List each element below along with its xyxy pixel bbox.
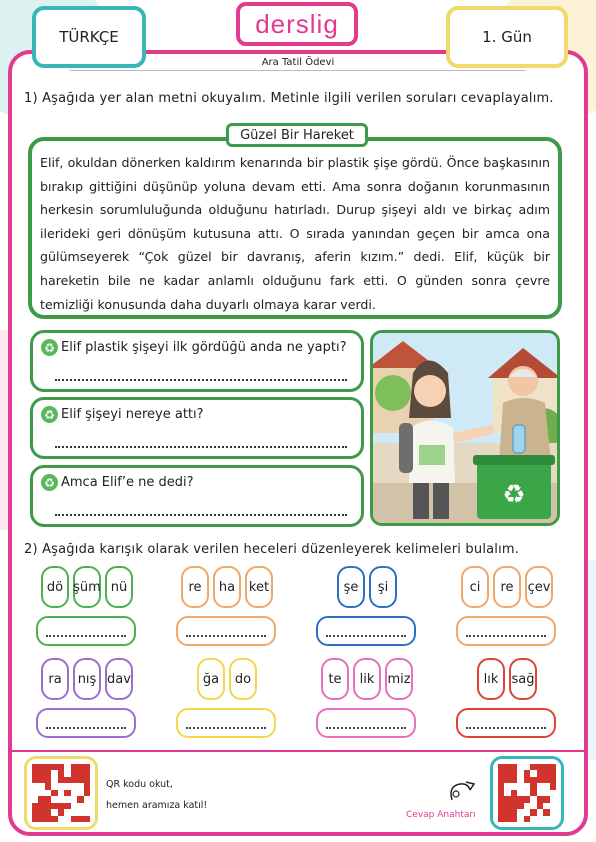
syllable-tile: miz [385, 658, 413, 700]
word-answer-box[interactable] [176, 616, 276, 646]
footer-divider [12, 750, 584, 752]
story-title: Güzel Bir Hareket [226, 123, 368, 147]
syllable-group [41, 658, 133, 700]
syllable-tile: nü [105, 566, 133, 608]
word-answer-box[interactable] [456, 616, 556, 646]
brand-logo: derslig [236, 2, 358, 46]
recycle-icon: ♻ [41, 339, 58, 356]
word-answer-box[interactable] [456, 708, 556, 738]
syllable-tile: ğa [197, 658, 225, 700]
question-text: Amca Elif’e ne dedi? [61, 475, 194, 490]
syllable-tile: sağ [509, 658, 537, 700]
syllable-group [181, 566, 273, 608]
syllable-group [461, 566, 553, 608]
answer-line [326, 727, 406, 729]
qr-code-join[interactable] [24, 756, 98, 830]
word-answer-box[interactable] [36, 616, 136, 646]
syllable-tile: re [493, 566, 521, 608]
syllable-group [337, 566, 397, 608]
recycle-icon: ♻ [41, 406, 58, 423]
story-illustration [370, 330, 560, 526]
syllable-tile: dö [41, 566, 69, 608]
syllable-group [41, 566, 133, 608]
syllable-group [321, 658, 413, 700]
question-text: Elif plastik şişeyi ilk gördüğü anda ne yaptı? [61, 340, 347, 355]
syllable-tile: şi [369, 566, 397, 608]
syllable-tile: do [229, 658, 257, 700]
qr-caption [106, 774, 207, 816]
answer-line [46, 635, 126, 637]
syllable-tile: dav [105, 658, 133, 700]
section2-instruction: 2) Aşağıda karışık olarak verilen heceleri düzenleyerek kelimeleri bulalım. [24, 542, 520, 557]
syllable-tile: ket [245, 566, 273, 608]
syllable-group [477, 658, 537, 700]
recycle-icon: ♻ [41, 474, 58, 491]
subject-label: TÜRKÇE [32, 6, 146, 68]
syllable-tile: lik [353, 658, 381, 700]
story-text: Elif, okuldan dönerken kaldırım kenarında bir plastik şişe gördü. Önce başkasının bırakıp gittiğini düşünüp yoluna devam etti. Ama sonra doğanın korunmasının herkesin sorumluluğunda olduğunu hatırladı. Durup şişeyi aldı ve birkaç adım ilerideki geri dönüşüm kutusuna attı. O sırada yanından geçen bir amca ona gülümseyerek “Çok güzel bir davranış, aferin kızım.” dedi. Elif, küçük bir hareketin bile ne kadar anlamlı olduğunu fark etti. O günden sonra çevre temizliği konusunda daha duyarlı olmaya karar verdi. [28, 137, 562, 319]
qr-module [84, 816, 90, 822]
qr-caption-line-2: hemen aramıza katıl! [106, 800, 208, 811]
syllable-tile: şüm [73, 566, 101, 608]
syllable-tile: nış [73, 658, 101, 700]
question-box-3[interactable] [30, 465, 364, 527]
question-box-2[interactable] [30, 397, 364, 459]
syllable-tile: ha [213, 566, 241, 608]
section1-instruction: 1) Aşağıda yer alan metni okuyalım. Metinle ilgili verilen soruları cevaplayalım. [24, 91, 554, 106]
syllable-tile: çev [525, 566, 553, 608]
answer-line [466, 635, 546, 637]
answer-key-label: Cevap Anahtarı [406, 810, 476, 820]
word-answer-box[interactable] [36, 708, 136, 738]
answer-line [466, 727, 546, 729]
syllable-group [197, 658, 257, 700]
qr-code-answer-key[interactable] [490, 756, 564, 830]
day-label: 1. Gün [446, 6, 568, 68]
qr-module [550, 816, 556, 822]
subtitle-divider [70, 70, 526, 71]
syllable-tile: lık [477, 658, 505, 700]
qr-caption-line-1: QR kodu okut, [106, 779, 173, 790]
answer-line [326, 635, 406, 637]
answer-line [186, 635, 266, 637]
page-subtitle: Ara Tatil Ödevi [261, 57, 335, 68]
svg-text:♻: ♻ [502, 480, 526, 510]
word-answer-box[interactable] [316, 616, 416, 646]
answer-line[interactable] [55, 379, 347, 381]
answer-line[interactable] [55, 514, 347, 516]
syllable-tile: re [181, 566, 209, 608]
syllable-tile: ci [461, 566, 489, 608]
question-box-1[interactable] [30, 330, 364, 392]
curved-arrow-icon [446, 778, 476, 804]
answer-line[interactable] [55, 446, 347, 448]
syllable-tile: ra [41, 658, 69, 700]
syllable-tile: şe [337, 566, 365, 608]
word-answer-box[interactable] [176, 708, 276, 738]
qr-code-pattern [32, 764, 90, 822]
question-text: Elif şişeyi nereye attı? [61, 407, 204, 422]
qr-code-pattern [498, 764, 556, 822]
word-answer-box[interactable] [316, 708, 416, 738]
answer-line [46, 727, 126, 729]
syllable-tile: te [321, 658, 349, 700]
answer-line [186, 727, 266, 729]
